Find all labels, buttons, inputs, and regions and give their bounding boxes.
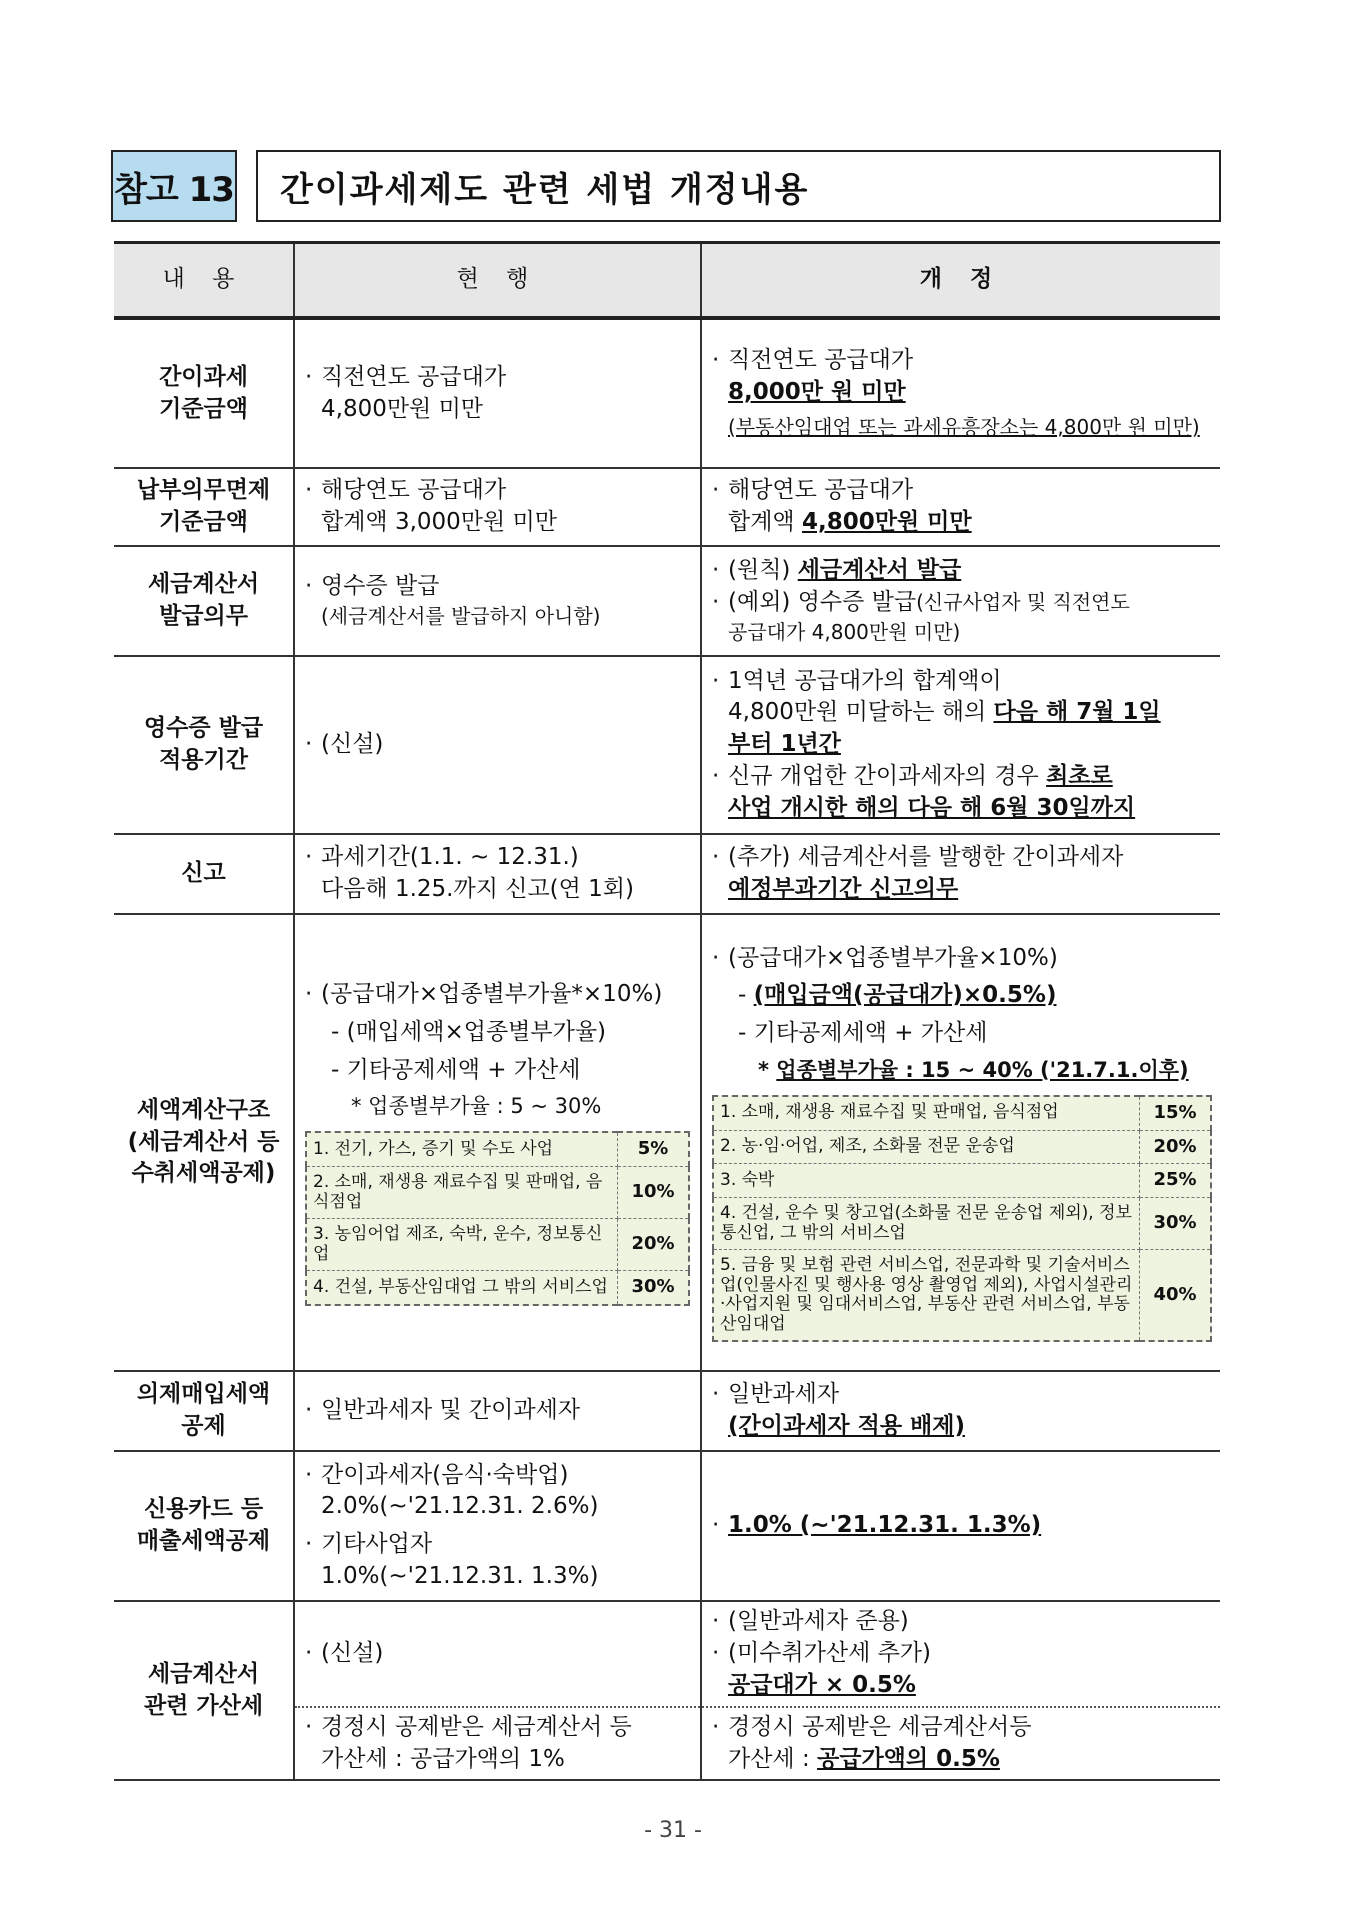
current-rate-table (305, 1131, 690, 1306)
current-cell: · 직전연도 공급대가 4,800만원 미만 (294, 318, 701, 468)
table-row (114, 1451, 1220, 1601)
row-label: 신용카드 등 매출세액공제 (114, 1451, 294, 1601)
table-row (114, 1601, 1220, 1780)
revised-cell: · 1역년 공급대가의 합계액이 4,800만원 미달하는 해의 다음 해 7월 1일 부터 1년간 · 신규 개업한 간이과세자의 경우 최초로 사업 개시한 해의 다음 해 6월 30일까지 (701, 656, 1220, 834)
header-revised: 개 정 (701, 243, 1220, 319)
table-header-row (114, 243, 1220, 319)
table-row (114, 834, 1220, 914)
row-label: 의제매입세액 공제 (114, 1371, 294, 1451)
revised-cell: · 일반과세자 (간이과세자 적용 배제) (701, 1371, 1220, 1451)
current-cell: · 과세기간(1.1. ~ 12.31.) 다음해 1.25.까지 신고(연 1회) (294, 834, 701, 914)
row-label: 간이과세 기준금액 (114, 318, 294, 468)
revision-table (114, 241, 1220, 1781)
row-label: 세금계산서 관련 가산세 (114, 1601, 294, 1780)
current-cell: · (신설) · 경정시 공제받은 세금계산서 등 가산세 : 공급가액의 1% (294, 1601, 701, 1780)
reference-tag: 참고 13 (111, 150, 237, 222)
page-title: 간이과세제도 관련 세법 개정내용 (256, 150, 1221, 222)
current-cell: · 해당연도 공급대가 합계액 3,000만원 미만 (294, 468, 701, 546)
rate-row: 1. 전기, 가스, 증기 및 수도 사업 5% (306, 1132, 689, 1166)
rate-row: 3. 농임어업 제조, 숙박, 운수, 정보통신업 20% (306, 1219, 689, 1271)
row-label: 납부의무면제 기준금액 (114, 468, 294, 546)
revised-cell: · (추가) 세금계산서를 발행한 간이과세자 예정부과기간 신고의무 (701, 834, 1220, 914)
rate-row: 4. 건설, 부동산임대업 그 밖의 서비스업 30% (306, 1271, 689, 1305)
current-cell: · 간이과세자(음식·숙박업) 2.0%(~'21.12.31. 2.6%) · 기타사업자 1.0%(~'21.12.31. 1.3%) (294, 1451, 701, 1601)
rate-row: 2. 농·임·어업, 제조, 소화물 전문 운송업 20% (713, 1130, 1211, 1164)
table-row (114, 468, 1220, 546)
table-row (114, 656, 1220, 834)
row-label: 신고 (114, 834, 294, 914)
header-content: 내 용 (114, 243, 294, 319)
revised-cell: · (원칙) 세금계산서 발급 · (예외) 영수증 발급(신규사업자 및 직전연도 공급대가 4,800만원 미만) (701, 546, 1220, 656)
current-cell: · (공급대가×업종별부가율*×10%) - (매입세액×업종별부가율) - 기타공제세액 + 가산세 * 업종별부가율 : 5 ~ 30% 1. 전기, 가스, 증기 및 수도 사업 5% 2. 소매, 재생용 재료수집 및 판매업, 음식점업 10% 3. 농임어업 제조, 숙박, 운수, 정보통신업 20% 4. 건설, 부동산임대업 그 밖의 서비스업 30% (294, 914, 701, 1371)
revised-cell: · 1.0% (~'21.12.31. 1.3%) (701, 1451, 1220, 1601)
rate-row: 1. 소매, 재생용 재료수집 및 판매업, 음식점업 15% (713, 1096, 1211, 1130)
revised-cell: · 해당연도 공급대가 합계액 4,800만원 미만 (701, 468, 1220, 546)
row-label: 세금계산서 발급의무 (114, 546, 294, 656)
current-cell: · 영수증 발급 (세금계산서를 발급하지 아니함) (294, 546, 701, 656)
revised-cell: · (일반과세자 준용) · (미수취가산세 추가) 공급대가 × 0.5% · 경정시 공제받은 세금계산서등 가산세 : 공급가액의 0.5% (701, 1601, 1220, 1780)
revised-rate-table (712, 1095, 1212, 1342)
rate-row: 2. 소매, 재생용 재료수집 및 판매업, 음식점업 10% (306, 1166, 689, 1218)
page-number: - 31 - (644, 1818, 702, 1843)
table-row (114, 914, 1220, 1371)
table-row (114, 318, 1220, 468)
table-row (114, 546, 1220, 656)
header-current: 현 행 (294, 243, 701, 319)
revised-cell: · (공급대가×업종별부가율×10%) - (매입금액(공급대가)×0.5%) - 기타공제세액 + 가산세 * 업종별부가율 : 15 ~ 40% ('21.7.1.이후) 1. 소매, 재생용 재료수집 및 판매업, 음식점업 15% 2. 농·임·어업, 제조, 소화물 전문 운송업 20% 3. 숙박 25% 4. 건설, 운수 및 창고업(소화물 전문 운송업 제외), 정보통신업, 그 밖의 서비스업 30% 5. 금융 및 보험 관련 서비스업, 전문과학 및 기술서비스업(인물사진 및 행사용 영상 촬영업 제외), 사업시설관리·사업지원 및 임대서비스업, 부동산 관련 서비스업, 부동산임대업 40% (701, 914, 1220, 1371)
row-label: 영수증 발급 적용기간 (114, 656, 294, 834)
rate-row: 3. 숙박 25% (713, 1164, 1211, 1198)
current-cell: · 일반과세자 및 간이과세자 (294, 1371, 701, 1451)
rate-row: 4. 건설, 운수 및 창고업(소화물 전문 운송업 제외), 정보통신업, 그 밖의 서비스업 30% (713, 1197, 1211, 1249)
revised-cell: · 직전연도 공급대가 8,000만 원 미만 (부동산임대업 또는 과세유흥장소는 4,800만 원 미만) (701, 318, 1220, 468)
current-cell: · (신설) (294, 656, 701, 834)
rate-row: 5. 금융 및 보험 관련 서비스업, 전문과학 및 기술서비스업(인물사진 및 행사용 영상 촬영업 제외), 사업시설관리·사업지원 및 임대서비스업, 부동산 관련 서비스업, 부동산임대업 40% (713, 1250, 1211, 1342)
row-label: 세액계산구조 (세금계산서 등 수취세액공제) (114, 914, 294, 1371)
table-row (114, 1371, 1220, 1451)
